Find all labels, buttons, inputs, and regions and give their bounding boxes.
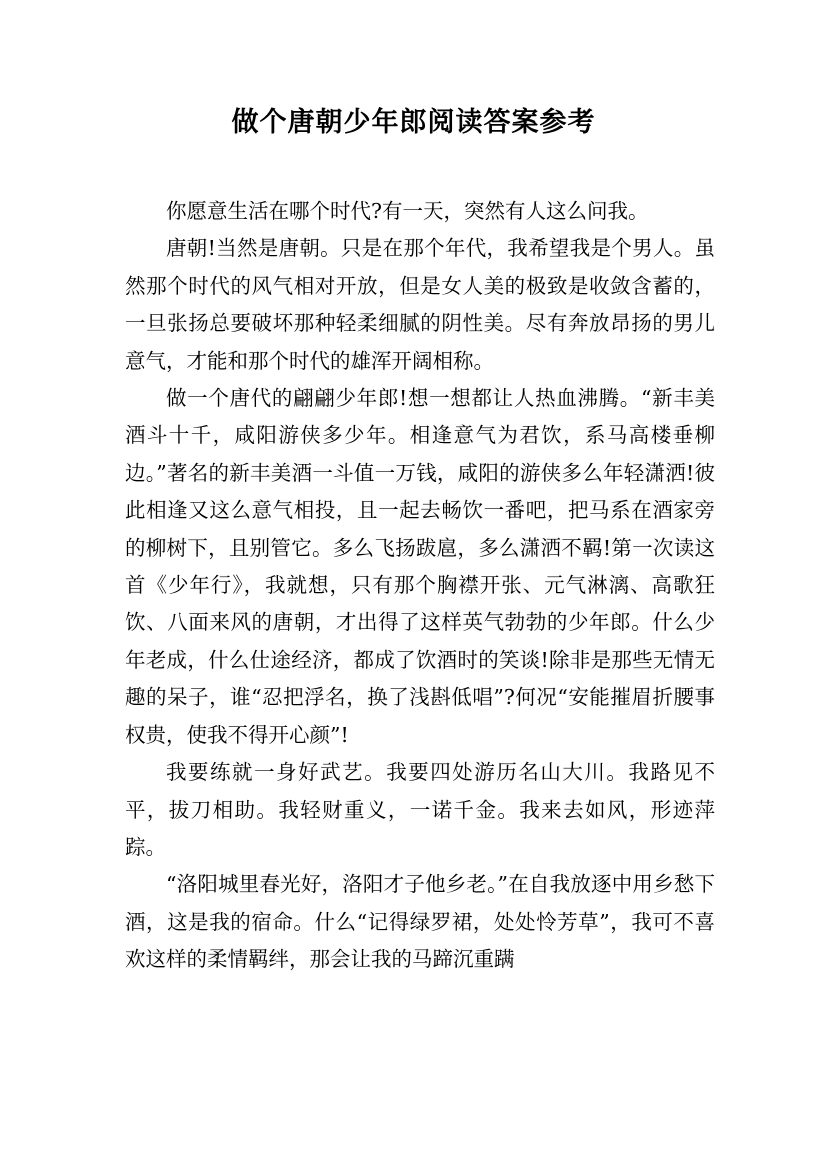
document-title: 做个唐朝少年郎阅读答案参考 (231, 107, 596, 138)
paragraph: 你愿意生活在哪个时代?有一天，突然有人这么问我。 (166, 199, 649, 223)
paragraph: “洛阳城里春光好，洛阳才子他乡老。”在自我放逐中用乡愁下酒，这是我的宿命。什么“记得绿罗裙，处处怜芳草”，我可不喜欢这样的柔情羁绊，那会让我的马蹄沉重蹒 (125, 872, 715, 972)
paragraph: 做一个唐代的翩翩少年郎!想一想都让人热血沸腾。“新丰美酒斗十千，咸阳游侠多少年。相逢意气为君饮，系马高楼垂柳边。”著名的新丰美酒一斗值一万钱，咸阳的游侠多么年轻潇洒!彼此相逢又这么意气相投，且一起去畅饮一番吧，把马系在酒家旁的柳树下，且别管它。多么飞扬跋扈，多么潇洒不羁!第一次读这首《少年行》，我就想，只有那个胸襟开张、元气淋漓、高歌狂饮、八面来风的唐朝，才出得了这样英气勃勃的少年郎。什么少年老成，什么仕途经济，都成了饮酒时的笑谈!除非是那些无情无趣的呆子，谁“忍把浮名，换了浅斟低唱”?何况“安能摧眉折腰事权贵，使我不得开心颜”! (125, 386, 715, 747)
paragraph: 我要练就一身好武艺。我要四处游历名山大川。我路见不平，拔刀相助。我轻财重义，一诺千金。我来去如风，形迹萍踪。 (125, 760, 715, 859)
paragraph: 唐朝!当然是唐朝。只是在那个年代，我希望我是个男人。虽然那个时代的风气相对开放，但是女人美的极致是收敛含蓄的，一旦张扬总要破坏那种轻柔细腻的阴性美。尽有奔放昂扬的男儿意气，才能和那个时代的雄浑开阔相称。 (125, 236, 715, 373)
document-body (125, 193, 715, 979)
